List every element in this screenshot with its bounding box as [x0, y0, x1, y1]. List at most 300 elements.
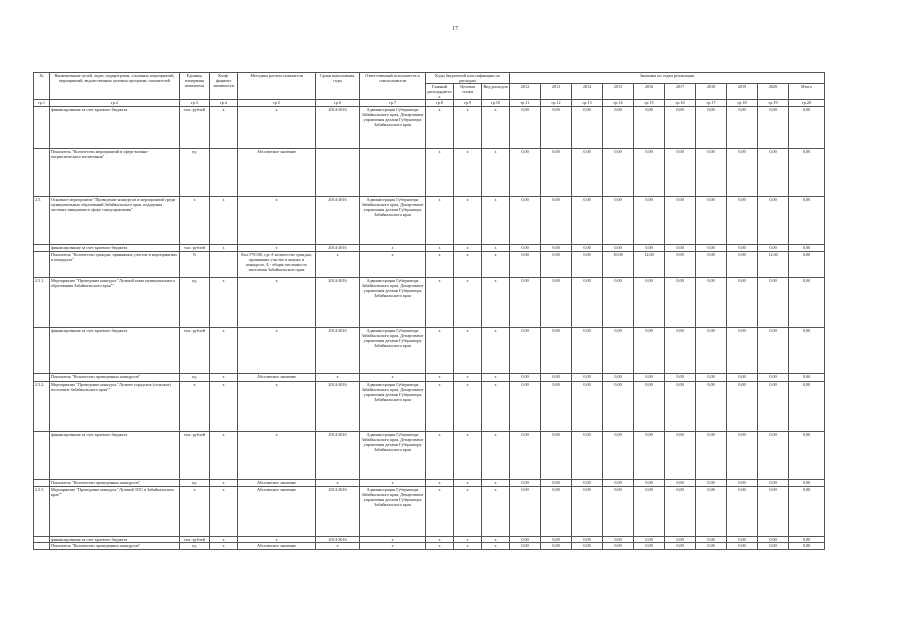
- row-value: 0,00: [541, 149, 572, 197]
- row-value: 0,00: [758, 374, 789, 382]
- row-name: финансирование за счет краевого бюджета: [50, 432, 180, 480]
- row-method: х: [238, 245, 316, 252]
- row-bcc-cs: х: [454, 537, 482, 543]
- row-value: 0,00: [665, 374, 696, 382]
- row-value: 0,00: [665, 245, 696, 252]
- row-value: 0,00: [510, 149, 541, 197]
- row-value: 0,00: [603, 537, 634, 543]
- column-number: гр.15: [634, 100, 665, 107]
- table-row: [34, 432, 825, 480]
- header-coef: Коэф-фициент значимости: [210, 73, 238, 100]
- row-responsible: [360, 149, 426, 197]
- column-number: гр.4: [210, 100, 238, 107]
- row-method: х: [238, 278, 316, 328]
- row-value: 0,00: [789, 245, 825, 252]
- row-coef: х: [210, 487, 238, 537]
- row-period: 2014-2016: [316, 487, 360, 537]
- row-value: 0,00: [696, 487, 727, 537]
- header-period: Сроки выполнения, годы: [316, 73, 360, 100]
- row-bcc-cs: х: [454, 487, 482, 537]
- row-value: 0,00: [696, 480, 727, 487]
- row-method: х: [238, 107, 316, 149]
- row-value: 0,00: [634, 480, 665, 487]
- row-bcc-cs: х: [454, 197, 482, 245]
- header-year: 2013: [541, 84, 572, 100]
- header-year: 2020: [758, 84, 789, 100]
- row-value: 0,00: [789, 197, 825, 245]
- row-method: х: [238, 537, 316, 543]
- header-year: 2018: [696, 84, 727, 100]
- row-value: 0,00: [727, 374, 758, 382]
- row-value: 0,00: [541, 382, 572, 432]
- row-value: 0,00: [603, 382, 634, 432]
- header-year: 2017: [665, 84, 696, 100]
- row-name: Показатель "Количество мероприятий в сфере военно-патриотического воспитания": [50, 149, 180, 197]
- row-coef: х: [210, 197, 238, 245]
- row-value: 0,00: [572, 537, 603, 543]
- row-value: 0,00: [727, 197, 758, 245]
- row-number: [34, 328, 50, 374]
- column-number: гр.12: [541, 100, 572, 107]
- row-bcc-cs: х: [454, 245, 482, 252]
- row-responsible: х: [360, 537, 426, 543]
- row-bcc-vr: х: [482, 480, 510, 487]
- row-coef: х: [210, 432, 238, 480]
- row-value: 0,00: [634, 149, 665, 197]
- header-year: 2019: [727, 84, 758, 100]
- row-unit: х: [180, 382, 210, 432]
- row-value: 0,00: [758, 543, 789, 550]
- table-row: [34, 278, 825, 328]
- row-value: 0,00: [727, 543, 758, 550]
- row-value: 0,00: [727, 487, 758, 537]
- row-value: 0,00: [696, 374, 727, 382]
- row-value: 0,00: [789, 107, 825, 149]
- row-bcc-gr: х: [426, 537, 454, 543]
- row-value: 0,00: [665, 432, 696, 480]
- row-number: 2.5.1.: [34, 278, 50, 328]
- row-coef: х: [210, 107, 238, 149]
- column-number: гр.10: [482, 100, 510, 107]
- row-period: 2014-2016: [316, 107, 360, 149]
- row-value: 0,00: [665, 328, 696, 374]
- row-value: 0,00: [789, 537, 825, 543]
- row-value: 0,00: [789, 480, 825, 487]
- row-number: [34, 245, 50, 252]
- row-value: 12,00: [758, 252, 789, 278]
- row-value: 0,00: [758, 480, 789, 487]
- column-number: гр.17: [696, 100, 727, 107]
- row-coef: х: [210, 480, 238, 487]
- row-bcc-gr: х: [426, 149, 454, 197]
- row-value: 0,00: [665, 149, 696, 197]
- row-value: 0,00: [789, 252, 825, 278]
- row-bcc-vr: х: [482, 537, 510, 543]
- header-values: Значения по годам реализации: [510, 73, 825, 84]
- row-period: х: [316, 252, 360, 278]
- row-number: [34, 374, 50, 382]
- row-unit: ед.: [180, 374, 210, 382]
- row-responsible: Администрация Губернатора Забайкальского края, Департамент управления делами Губернатора Забайкальского края: [360, 107, 426, 149]
- row-responsible: х: [360, 543, 426, 550]
- row-method: Абсолютное значение: [238, 543, 316, 550]
- row-bcc-gr: х: [426, 245, 454, 252]
- row-method: Кол.УЧ/100, где А количество граждан, принявших участие в акциях и конкурсах, Б - общая численность населения Забайкальского края: [238, 252, 316, 278]
- row-unit: ед.: [180, 149, 210, 197]
- row-unit: ед.: [180, 543, 210, 550]
- table-row: [34, 382, 825, 432]
- row-value: 0,00: [634, 245, 665, 252]
- row-coef: х: [210, 382, 238, 432]
- row-name: финансирование за счет краевого бюджета: [50, 245, 180, 252]
- row-value: 0,00: [541, 432, 572, 480]
- row-value: 0,00: [665, 382, 696, 432]
- row-value: 0,00: [603, 107, 634, 149]
- row-number: 2.5.3.: [34, 487, 50, 537]
- row-number: [34, 432, 50, 480]
- row-value: 0,00: [541, 252, 572, 278]
- row-bcc-cs: х: [454, 432, 482, 480]
- header-bcc: Коды бюджетной классификации по расходам: [426, 73, 510, 84]
- row-number: 2.5.2.: [34, 382, 50, 432]
- row-value: 0,00: [634, 432, 665, 480]
- row-coef: [210, 149, 238, 197]
- row-value: 0,00: [510, 328, 541, 374]
- row-number: [34, 252, 50, 278]
- row-value: 0,00: [665, 197, 696, 245]
- row-value: 0,00: [603, 149, 634, 197]
- row-value: 0,00: [696, 245, 727, 252]
- row-value: 0,00: [727, 480, 758, 487]
- row-value: 0,00: [510, 278, 541, 328]
- header-bcc-sub: Целевая статья: [454, 84, 482, 100]
- table-row: [34, 480, 825, 487]
- row-value: 12,00: [634, 252, 665, 278]
- row-responsible: Администрация Губернатора Забайкальского края, Департамент управления делами Губернатора Забайкальского края: [360, 487, 426, 537]
- row-method: Абсолютное значение: [238, 374, 316, 382]
- row-value: 0,00: [758, 245, 789, 252]
- row-number: [34, 107, 50, 149]
- table-row: [34, 328, 825, 374]
- row-coef: х: [210, 245, 238, 252]
- row-unit: тыс. рублей: [180, 537, 210, 543]
- row-value: 0,00: [727, 432, 758, 480]
- row-value: 0,00: [696, 537, 727, 543]
- column-number: гр.7: [360, 100, 426, 107]
- header-method: Методика расчета показателя: [238, 73, 316, 100]
- header-bcc-sub: Вид расходов: [482, 84, 510, 100]
- column-number: гр.2: [50, 100, 180, 107]
- row-name: финансирование за счет краевого бюджета: [50, 537, 180, 543]
- row-bcc-cs: х: [454, 107, 482, 149]
- row-value: 0,00: [510, 245, 541, 252]
- row-value: 0,00: [572, 107, 603, 149]
- program-table: [33, 72, 825, 550]
- row-value: 0,00: [603, 278, 634, 328]
- row-bcc-gr: х: [426, 374, 454, 382]
- row-name: финансирование за счет краевого бюджета: [50, 328, 180, 374]
- row-value: 0,00: [603, 480, 634, 487]
- header-year: Итого: [789, 84, 825, 100]
- row-value: 0,00: [758, 432, 789, 480]
- header-year: 2015: [603, 84, 634, 100]
- row-value: 0,00: [572, 374, 603, 382]
- row-period: х: [316, 480, 360, 487]
- row-value: 0,00: [634, 374, 665, 382]
- column-number: гр.11: [510, 100, 541, 107]
- row-value: 0,00: [727, 245, 758, 252]
- row-number: 2.5.: [34, 197, 50, 245]
- row-value: 0,00: [665, 537, 696, 543]
- row-unit: %: [180, 252, 210, 278]
- row-value: 0,00: [603, 328, 634, 374]
- row-value: 0,00: [727, 252, 758, 278]
- column-number: гр.3: [180, 100, 210, 107]
- row-value: 0,00: [727, 537, 758, 543]
- row-value: 0,00: [789, 374, 825, 382]
- row-bcc-vr: х: [482, 278, 510, 328]
- row-value: 0,00: [572, 252, 603, 278]
- row-value: 0,00: [696, 252, 727, 278]
- row-value: 0,00: [665, 480, 696, 487]
- table-row: [34, 197, 825, 245]
- row-method: х: [238, 197, 316, 245]
- row-value: 0,00: [572, 197, 603, 245]
- header-name: Наименование целей, задач, подпрограмм, основных мероприятий, мероприятий, ведомственных целевых программ, показателей: [50, 73, 180, 100]
- row-responsible: Администрация Губернатора Забайкальского края, Департамент управления делами Губернатора Забайкальского края: [360, 382, 426, 432]
- row-value: 0,00: [789, 487, 825, 537]
- row-value: 0,00: [541, 487, 572, 537]
- row-bcc-gr: х: [426, 252, 454, 278]
- row-value: 0,00: [510, 432, 541, 480]
- row-method: х: [238, 328, 316, 374]
- row-coef: х: [210, 543, 238, 550]
- row-unit: тыс. рублей: [180, 245, 210, 252]
- table-row: [34, 374, 825, 382]
- row-name: Показатель "Количество проведенных конкурсов": [50, 543, 180, 550]
- row-coef: [210, 252, 238, 278]
- row-responsible: х: [360, 480, 426, 487]
- row-value: 0,00: [789, 432, 825, 480]
- row-value: 0,00: [572, 543, 603, 550]
- row-responsible: х: [360, 252, 426, 278]
- table-row: [34, 245, 825, 252]
- row-name: Показатель "Количество проведенных конкурсов": [50, 374, 180, 382]
- row-value: 0,00: [634, 328, 665, 374]
- row-value: 0,00: [541, 245, 572, 252]
- header-bcc-sub: Главный распорядитель: [427, 84, 452, 99]
- row-bcc-gr: х: [426, 487, 454, 537]
- row-bcc-cs: х: [454, 278, 482, 328]
- row-value: 0,00: [727, 328, 758, 374]
- row-value: 0,00: [665, 543, 696, 550]
- row-bcc-gr: х: [426, 480, 454, 487]
- row-unit: тыс. рублей: [180, 432, 210, 480]
- row-value: 0,00: [510, 382, 541, 432]
- row-value: 0,00: [603, 432, 634, 480]
- row-coef: х: [210, 278, 238, 328]
- row-bcc-gr: х: [426, 278, 454, 328]
- column-number-row: [34, 100, 825, 107]
- header-unit: Единица измерения показателя: [180, 73, 210, 100]
- row-value: 0,00: [789, 149, 825, 197]
- header-no: №: [34, 73, 50, 100]
- row-value: 0,00: [603, 487, 634, 537]
- row-value: 0,00: [758, 328, 789, 374]
- row-bcc-vr: х: [482, 328, 510, 374]
- row-value: 0,00: [696, 543, 727, 550]
- row-value: 0,00: [727, 382, 758, 432]
- row-value: 0,00: [727, 149, 758, 197]
- row-value: 0,00: [510, 374, 541, 382]
- row-value: 0,00: [758, 537, 789, 543]
- row-value: 0,00: [541, 197, 572, 245]
- row-value: 0,00: [634, 278, 665, 328]
- row-value: 0,00: [603, 197, 634, 245]
- row-name: Мероприятие "Проведение конкурса "Лучший ТОС в Забайкальском крае"": [50, 487, 180, 537]
- row-value: 0,00: [634, 197, 665, 245]
- row-bcc-gr: х: [426, 543, 454, 550]
- row-value: 0,00: [572, 480, 603, 487]
- row-value: 0,00: [572, 149, 603, 197]
- row-value: 0,00: [541, 107, 572, 149]
- row-value: 0,00: [758, 149, 789, 197]
- row-bcc-vr: х: [482, 197, 510, 245]
- row-value: 0,00: [758, 107, 789, 149]
- column-number: гр.19: [758, 100, 789, 107]
- row-responsible: Администрация Губернатора Забайкальского края, Департамент управления делами Губернатора Забайкальского края: [360, 278, 426, 328]
- row-name: Мероприятие "Проведение конкурса "Лучшее городское (сельское) поселение Забайкальского края"": [50, 382, 180, 432]
- row-value: 0,00: [696, 328, 727, 374]
- row-responsible: Администрация Губернатора Забайкальского края, Департамент управления делами Губернатора Забайкальского края: [360, 197, 426, 245]
- row-value: 0,00: [634, 382, 665, 432]
- row-value: 0,00: [634, 487, 665, 537]
- row-value: 0,00: [541, 278, 572, 328]
- row-bcc-vr: х: [482, 245, 510, 252]
- row-unit: тыс. рублей: [180, 107, 210, 149]
- column-number: гр.1: [34, 100, 50, 107]
- row-responsible: Администрация Губернатора Забайкальского края, Департамент управления делами Губернатора Забайкальского края: [360, 432, 426, 480]
- row-value: 0,00: [510, 107, 541, 149]
- row-value: 0,00: [789, 543, 825, 550]
- row-period: х: [316, 543, 360, 550]
- row-bcc-vr: х: [482, 543, 510, 550]
- row-responsible: х: [360, 374, 426, 382]
- row-name: Основное мероприятие "Проведение конкурсов и мероприятий среди муниципальных образований Забайкальского края, поддержка местных инициатив в сфере самоуправления": [50, 197, 180, 245]
- header-responsible: Ответственный исполнитель и соисполнители: [360, 73, 426, 100]
- row-bcc-cs: х: [454, 480, 482, 487]
- row-unit: х: [180, 487, 210, 537]
- row-bcc-cs: х: [454, 149, 482, 197]
- row-bcc-vr: х: [482, 487, 510, 537]
- row-period: 2014-2016: [316, 245, 360, 252]
- row-value: 0,00: [541, 374, 572, 382]
- row-name: Показатель "Количество граждан, принявших участие в мероприятиях и конкурсах": [50, 252, 180, 278]
- row-number: [34, 543, 50, 550]
- row-method: х: [238, 432, 316, 480]
- column-number: гр.16: [665, 100, 696, 107]
- row-value: 0,00: [665, 278, 696, 328]
- row-value: 0,00: [572, 432, 603, 480]
- table-row: [34, 487, 825, 537]
- row-value: 0,00: [603, 543, 634, 550]
- column-number: гр.20: [789, 100, 825, 107]
- header-year: 2012: [510, 84, 541, 100]
- header-year: 2016: [634, 84, 665, 100]
- row-value: 0,00: [510, 487, 541, 537]
- column-number: гр.5: [238, 100, 316, 107]
- row-value: 0,00: [510, 480, 541, 487]
- row-number: [34, 149, 50, 197]
- row-value: 0,00: [603, 374, 634, 382]
- row-bcc-cs: х: [454, 374, 482, 382]
- row-method: Абсолютное значение: [238, 480, 316, 487]
- row-responsible: Администрация Губернатора Забайкальского края, Департамент управления делами Губернатора Забайкальского края: [360, 328, 426, 374]
- row-period: 2014-2016: [316, 278, 360, 328]
- row-bcc-gr: х: [426, 328, 454, 374]
- row-period: 2014-2016: [316, 432, 360, 480]
- table-row: [34, 543, 825, 550]
- row-value: 0,00: [727, 107, 758, 149]
- row-bcc-vr: х: [482, 432, 510, 480]
- row-value: 0,00: [541, 537, 572, 543]
- row-value: 0,00: [634, 537, 665, 543]
- row-value: 0,00: [665, 487, 696, 537]
- row-value: 0,00: [789, 382, 825, 432]
- row-value: 0,00: [758, 487, 789, 537]
- row-value: 0,00: [510, 543, 541, 550]
- row-value: 0,00: [510, 252, 541, 278]
- row-bcc-gr: х: [426, 107, 454, 149]
- row-value: 0,00: [758, 197, 789, 245]
- row-value: 0,00: [541, 480, 572, 487]
- row-unit: тыс. рублей: [180, 328, 210, 374]
- row-method: х: [238, 382, 316, 432]
- row-value: 0,00: [696, 107, 727, 149]
- row-period: [316, 149, 360, 197]
- row-value: 0,00: [789, 278, 825, 328]
- row-unit: ед.: [180, 278, 210, 328]
- page-number: 17: [452, 26, 458, 32]
- row-bcc-vr: х: [482, 149, 510, 197]
- table-row: [34, 107, 825, 149]
- row-bcc-cs: х: [454, 252, 482, 278]
- row-method: Абсолютное значение: [238, 487, 316, 537]
- row-bcc-cs: х: [454, 382, 482, 432]
- row-value: 0,00: [696, 382, 727, 432]
- row-value: 0,00: [758, 278, 789, 328]
- column-number: гр.13: [572, 100, 603, 107]
- row-bcc-cs: х: [454, 543, 482, 550]
- row-bcc-gr: х: [426, 382, 454, 432]
- row-value: 0,00: [541, 328, 572, 374]
- table-row: [34, 252, 825, 278]
- row-value: 10,00: [603, 252, 634, 278]
- row-bcc-gr: х: [426, 432, 454, 480]
- row-value: 0,00: [572, 328, 603, 374]
- header-year: 2014: [572, 84, 603, 100]
- row-unit: х: [180, 197, 210, 245]
- row-value: 0,00: [510, 537, 541, 543]
- row-bcc-vr: х: [482, 374, 510, 382]
- row-bcc-vr: х: [482, 107, 510, 149]
- row-value: 0,00: [603, 245, 634, 252]
- row-value: 0,00: [696, 278, 727, 328]
- row-value: 0,00: [572, 245, 603, 252]
- row-value: 0,00: [696, 432, 727, 480]
- row-value: 0,00: [510, 197, 541, 245]
- row-value: 0,00: [665, 107, 696, 149]
